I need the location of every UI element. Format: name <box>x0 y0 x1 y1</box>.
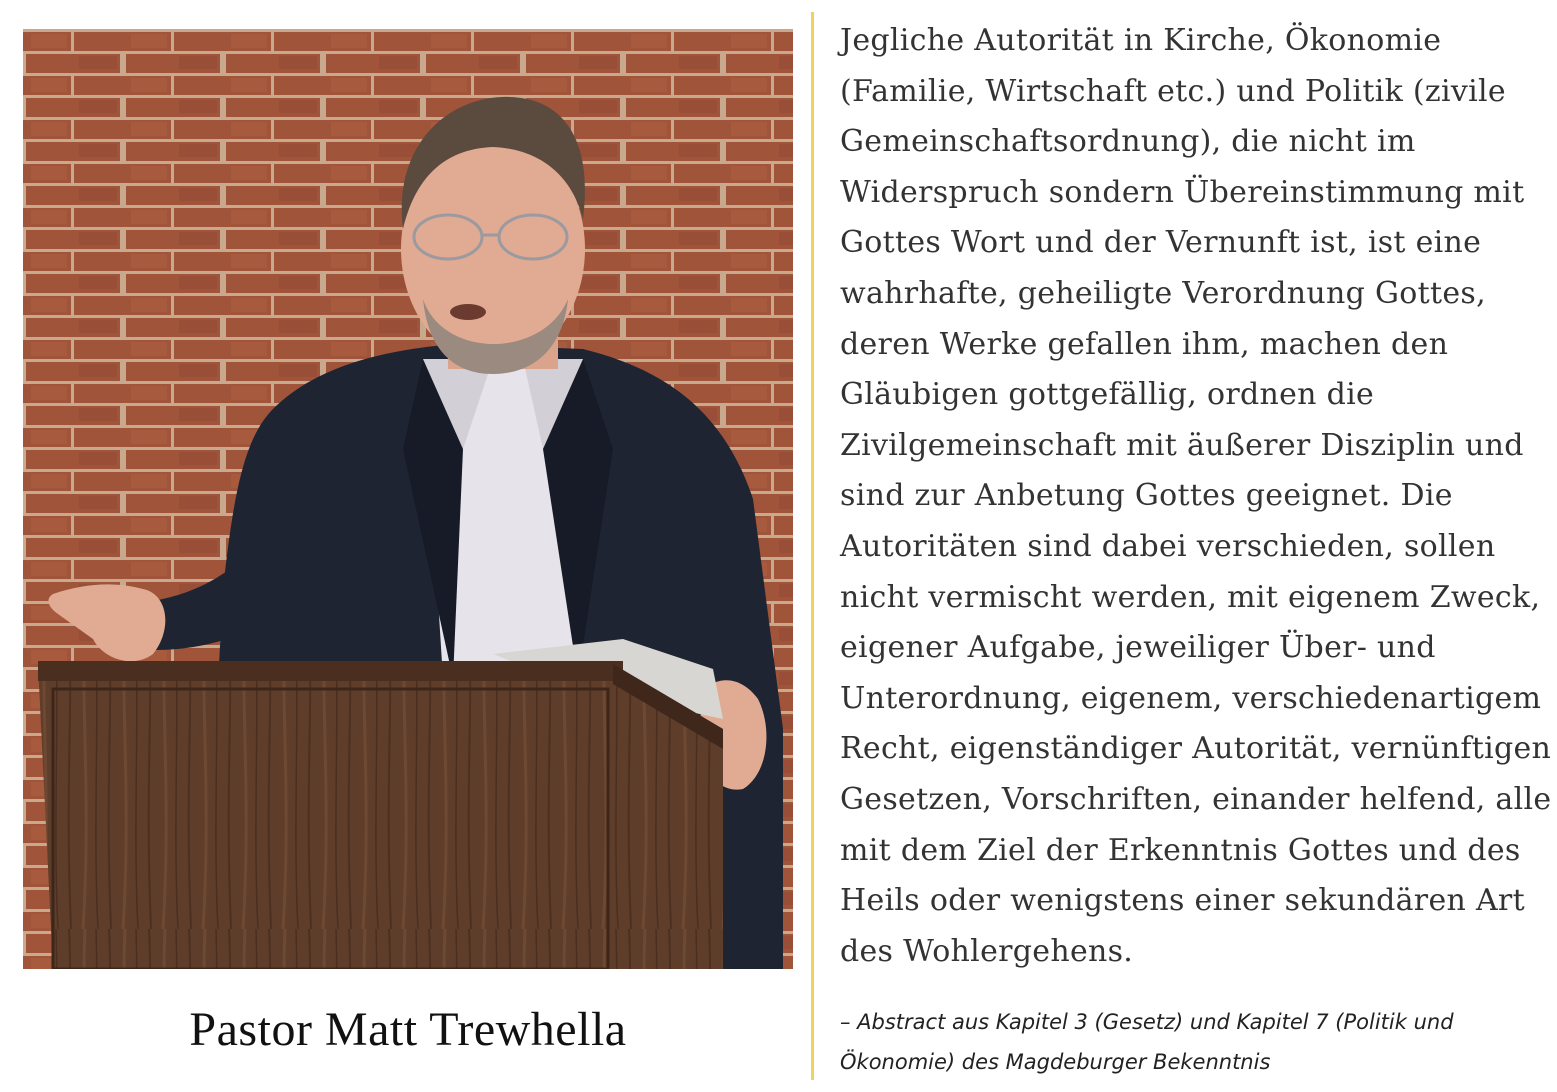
quote-line: deren Werke gefallen ihm, machen den <box>840 326 1449 362</box>
quote-line: Gläubigen gottgefällig, ordnen die <box>840 377 1375 413</box>
quote-line: (Familie, Wirtschaft etc.) und Politik (zivile <box>840 73 1506 109</box>
source-line: Ökonomie) des Magdeburger Bekenntnis <box>840 1050 1271 1074</box>
quote-line: Unterordnung, eigenem, verschiedenartigem <box>840 680 1542 716</box>
quote-line: wahrhafte, geheiligte Verordnung Gottes, <box>840 275 1486 311</box>
speaker-at-podium-illustration <box>23 29 793 969</box>
quote-line: Jegliche Autorität in Kirche, Ökonomie <box>840 23 1442 58</box>
speaker-name-caption: Pastor Matt Trewhella <box>189 1003 627 1056</box>
quote-line: des Wohlergehens. <box>840 933 1134 969</box>
vertical-divider <box>811 12 814 1080</box>
source-line: – Abstract aus Kapitel 3 (Gesetz) und Kapitel 7 (Politik und <box>840 1010 1454 1034</box>
quote-line: nicht vermischt werden, mit eigenem Zweck, <box>840 579 1541 615</box>
quote-line: Gemeinschaftsordnung), die nicht im <box>840 124 1416 160</box>
quote-source <box>840 1002 1520 1082</box>
quote-line: Widerspruch sondern Übereinstimmung mit <box>840 174 1525 210</box>
quote-line: eigener Aufgabe, jeweiliger Über- und <box>840 630 1436 666</box>
speaker-photo <box>23 29 793 969</box>
quote-line: Gottes Wort und der Vernunft ist, ist eine <box>840 225 1482 261</box>
quote-text <box>840 16 1552 977</box>
quote-line: Zivilgemeinschaft mit äußerer Disziplin und <box>840 427 1524 463</box>
quote-line: sind zur Anbetung Gottes geeignet. Die <box>840 478 1453 514</box>
quote-line: Recht, eigenständiger Autorität, vernünftigen <box>840 731 1552 767</box>
quote-line: Gesetzen, Vorschriften, einander helfend, alle <box>840 781 1552 817</box>
quote-line: Autoritäten sind dabei verschieden, sollen <box>840 528 1496 564</box>
quote-line: Heils oder wenigstens einer sekundären Art <box>840 883 1525 919</box>
quote-line: mit dem Ziel der Erkenntnis Gottes und des <box>840 832 1521 868</box>
